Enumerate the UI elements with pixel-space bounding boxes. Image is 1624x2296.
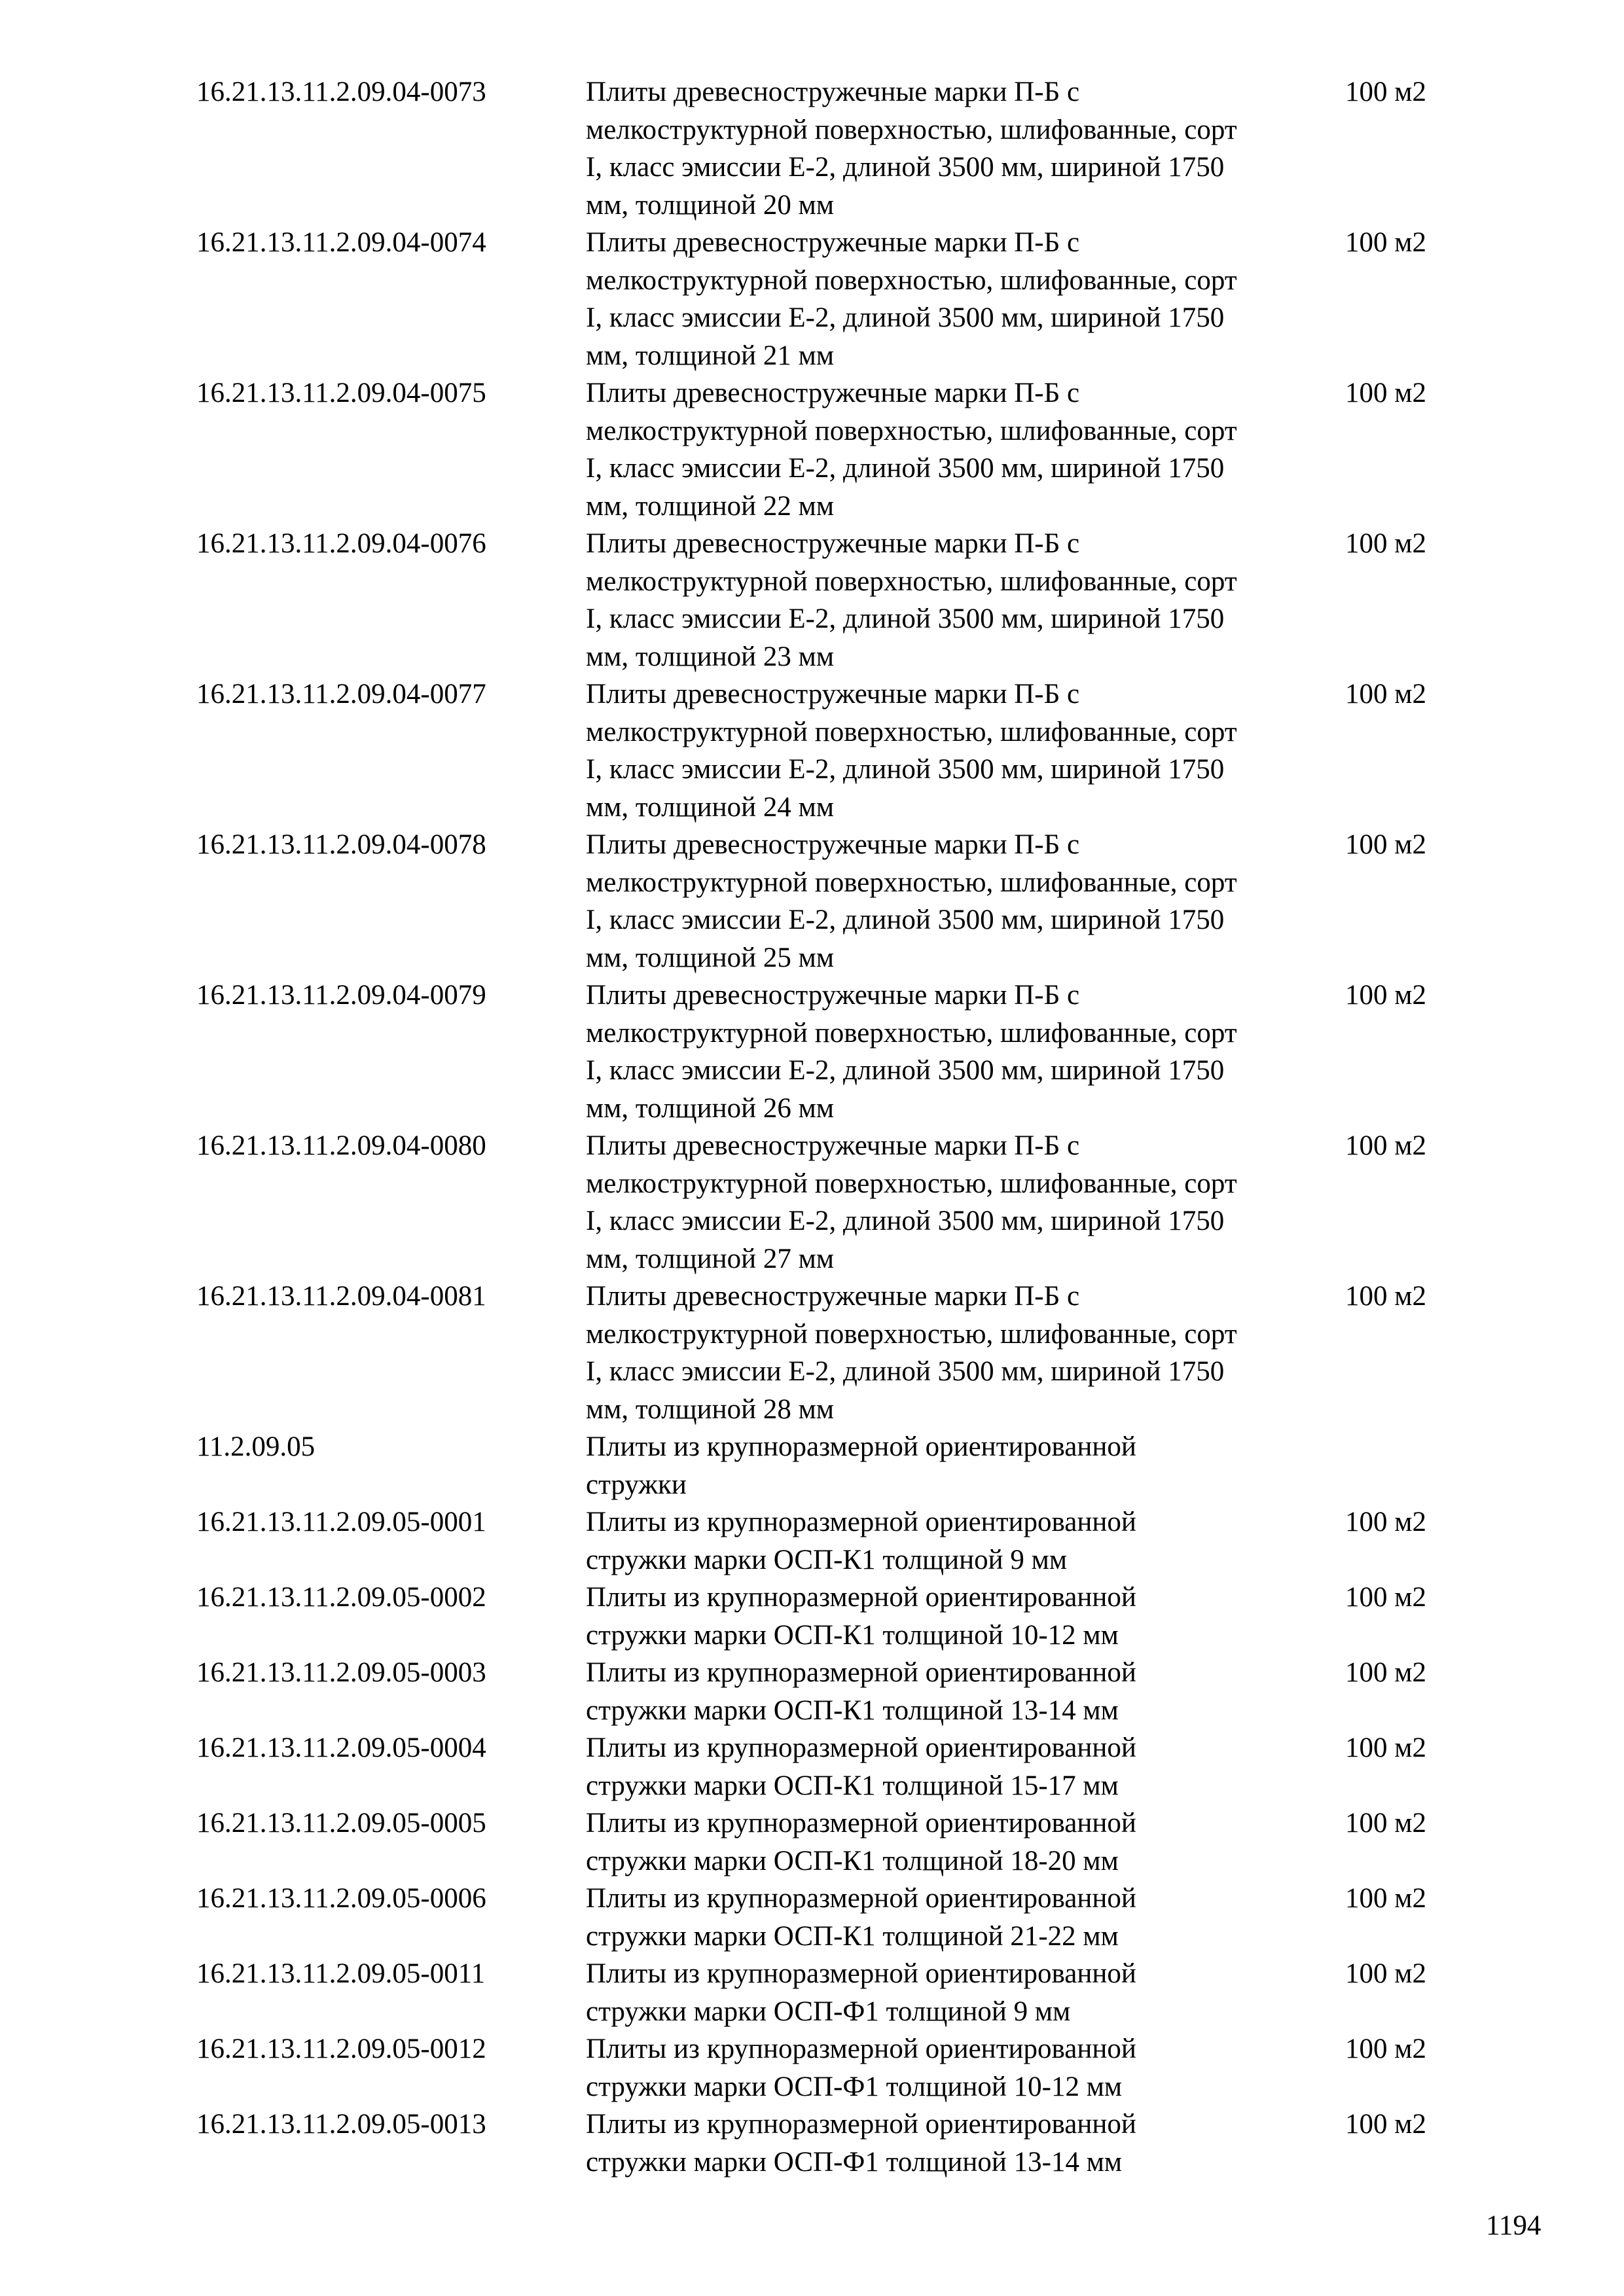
row-code: 16.21.13.11.2.09.04-0081 (196, 1281, 486, 1312)
row-name: Плиты из крупноразмерной ориентированной стружки марки ОСП-К1 толщиной 10-12 мм (586, 1582, 1136, 1651)
table-row (196, 826, 1479, 977)
row-unit: 100 м2 (1345, 1507, 1426, 1537)
table-row (196, 1278, 1479, 1428)
row-name: Плиты из крупноразмерной ориентированной стружки марки ОСП-К1 толщиной 9 мм (586, 1507, 1136, 1575)
row-unit: 100 м2 (1345, 1958, 1426, 1989)
row-code: 16.21.13.11.2.09.04-0074 (196, 227, 486, 258)
row-code: 16.21.13.11.2.09.05-0004 (196, 1732, 486, 1763)
row-name: Плиты из крупноразмерной ориентированной стружки марки ОСП-К1 толщиной 13-14 мм (586, 1657, 1136, 1726)
row-name: Плиты древесностружечные марки П-Б с мелкоструктурной поверхностью, шлифованные, сорт I, класс эмиссии Е-2, длиной 3500 мм, шириной 1750 мм, толщиной 28 мм (586, 1281, 1237, 1425)
row-code: 16.21.13.11.2.09.05-0005 (196, 1808, 486, 1839)
row-code: 16.21.13.11.2.09.04-0079 (196, 980, 486, 1011)
row-unit: 100 м2 (1345, 227, 1426, 258)
row-code: 16.21.13.11.2.09.05-0003 (196, 1657, 486, 1688)
row-name: Плиты из крупноразмерной ориентированной стружки марки ОСП-Ф1 толщиной 9 мм (586, 1958, 1136, 2027)
row-unit: 100 м2 (1345, 1883, 1426, 1914)
table-row (196, 1654, 1479, 1729)
table-row (196, 374, 1479, 525)
table-row (196, 224, 1479, 374)
table-row (196, 977, 1479, 1127)
row-unit: 100 м2 (1345, 77, 1426, 107)
row-code: 16.21.13.11.2.09.05-0011 (196, 1958, 486, 1989)
row-unit: 100 м2 (1345, 1130, 1426, 1161)
row-code: 16.21.13.11.2.09.05-0002 (196, 1582, 486, 1613)
row-unit: 100 м2 (1345, 1281, 1426, 1312)
table-row (196, 1804, 1479, 1880)
row-code: 16.21.13.11.2.09.05-0001 (196, 1507, 486, 1537)
row-name: Плиты древесностружечные марки П-Б с мелкоструктурной поверхностью, шлифованные, сорт I, класс эмиссии Е-2, длиной 3500 мм, шириной 1750 мм, толщиной 23 мм (586, 528, 1237, 672)
row-unit: 100 м2 (1345, 1732, 1426, 1763)
row-code: 16.21.13.11.2.09.04-0080 (196, 1130, 486, 1161)
row-unit: 100 м2 (1345, 1582, 1426, 1613)
row-code: 16.21.13.11.2.09.04-0075 (196, 378, 486, 408)
row-name: Плиты древесностружечные марки П-Б с мелкоструктурной поверхностью, шлифованные, сорт I, класс эмиссии Е-2, длиной 3500 мм, шириной 1750 мм, толщиной 22 мм (586, 378, 1237, 522)
row-code: 16.21.13.11.2.09.04-0078 (196, 829, 486, 860)
row-name: Плиты древесностружечные марки П-Б с мелкоструктурной поверхностью, шлифованные, сорт I, класс эмиссии Е-2, длиной 3500 мм, шириной 1750 мм, толщиной 25 мм (586, 829, 1237, 973)
table-row (196, 1579, 1479, 1654)
section-name: Плиты из крупноразмерной ориентированной стружки (586, 1431, 1136, 1500)
section-heading-row (196, 1428, 1479, 1503)
table-row (196, 1880, 1479, 1955)
table-row (196, 1503, 1479, 1579)
row-unit: 100 м2 (1345, 1657, 1426, 1688)
row-name: Плиты из крупноразмерной ориентированной стружки марки ОСП-Ф1 толщиной 13-14 мм (586, 2109, 1136, 2178)
table-row (196, 1955, 1479, 2030)
table-row (196, 2030, 1479, 2106)
row-code: 16.21.13.11.2.09.05-0012 (196, 2034, 486, 2064)
row-unit: 100 м2 (1345, 528, 1426, 559)
row-unit: 100 м2 (1345, 1808, 1426, 1839)
row-code: 16.21.13.11.2.09.05-0006 (196, 1883, 486, 1914)
row-code: 16.21.13.11.2.09.04-0073 (196, 77, 486, 107)
page-number: 1194 (1486, 2210, 1542, 2241)
row-unit: 100 м2 (1345, 980, 1426, 1011)
row-unit: 100 м2 (1345, 2034, 1426, 2064)
row-unit: 100 м2 (1345, 2109, 1426, 2140)
row-name: Плиты древесностружечные марки П-Б с мелкоструктурной поверхностью, шлифованные, сорт I, класс эмиссии Е-2, длиной 3500 мм, шириной 1750 мм, толщиной 24 мм (586, 679, 1237, 823)
table-row (196, 675, 1479, 826)
row-unit: 100 м2 (1345, 378, 1426, 408)
row-code: 16.21.13.11.2.09.04-0076 (196, 528, 486, 559)
table-row (196, 1729, 1479, 1804)
table-row (196, 73, 1479, 224)
table-row (196, 1127, 1479, 1278)
price-list-table (196, 73, 1479, 2181)
row-name: Плиты из крупноразмерной ориентированной стружки марки ОСП-Ф1 толщиной 10-12 мм (586, 2034, 1136, 2102)
row-unit: 100 м2 (1345, 829, 1426, 860)
row-name: Плиты из крупноразмерной ориентированной стружки марки ОСП-К1 толщиной 18-20 мм (586, 1808, 1136, 1876)
section-code: 11.2.09.05 (196, 1431, 316, 1462)
table-row (196, 525, 1479, 675)
row-unit: 100 м2 (1345, 679, 1426, 709)
row-code: 16.21.13.11.2.09.05-0013 (196, 2109, 486, 2140)
row-name: Плиты древесностружечные марки П-Б с мелкоструктурной поверхностью, шлифованные, сорт I, класс эмиссии Е-2, длиной 3500 мм, шириной 1750 мм, толщиной 26 мм (586, 980, 1237, 1124)
table-row (196, 2106, 1479, 2181)
row-name: Плиты древесностружечные марки П-Б с мелкоструктурной поверхностью, шлифованные, сорт I, класс эмиссии Е-2, длиной 3500 мм, шириной 1750 мм, толщиной 27 мм (586, 1130, 1237, 1274)
row-name: Плиты древесностружечные марки П-Б с мелкоструктурной поверхностью, шлифованные, сорт I, класс эмиссии Е-2, длиной 3500 мм, шириной 1750 мм, толщиной 21 мм (586, 227, 1237, 371)
row-name: Плиты из крупноразмерной ориентированной стружки марки ОСП-К1 толщиной 21-22 мм (586, 1883, 1136, 1952)
row-name: Плиты древесностружечные марки П-Б с мелкоструктурной поверхностью, шлифованные, сорт I, класс эмиссии Е-2, длиной 3500 мм, шириной 1750 мм, толщиной 20 мм (586, 77, 1237, 221)
row-name: Плиты из крупноразмерной ориентированной стружки марки ОСП-К1 толщиной 15-17 мм (586, 1732, 1136, 1801)
row-code: 16.21.13.11.2.09.04-0077 (196, 679, 486, 709)
